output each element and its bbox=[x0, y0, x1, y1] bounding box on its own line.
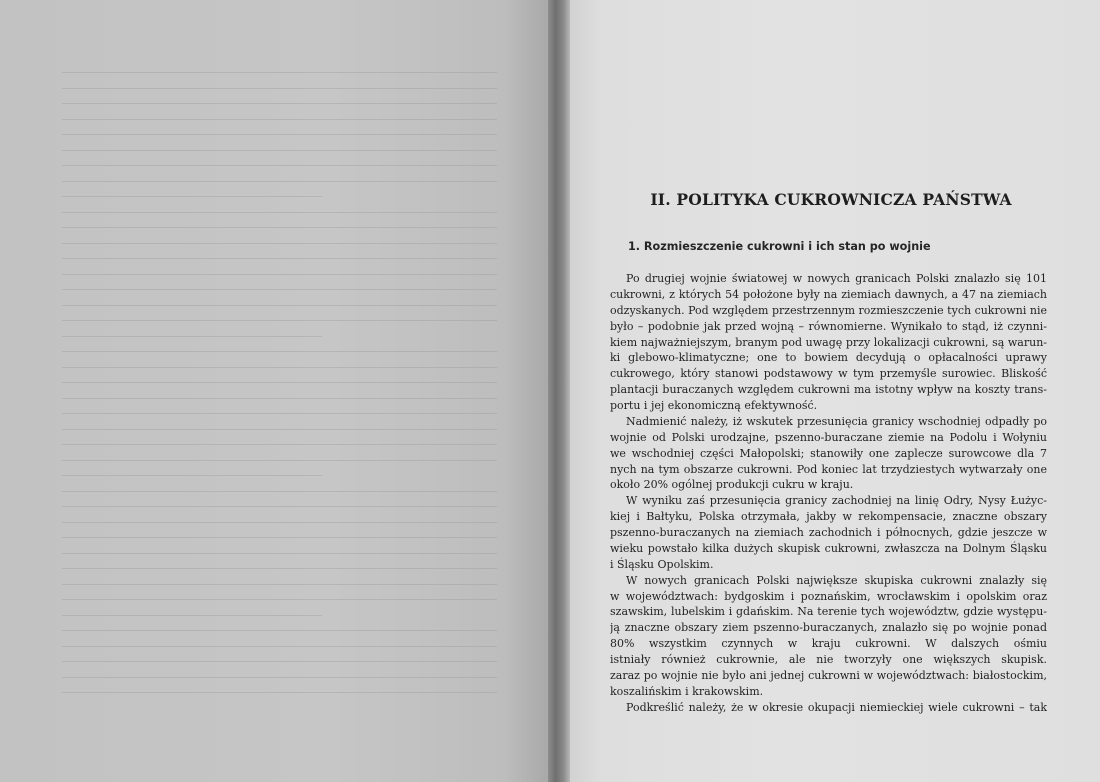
bleed-through-line bbox=[62, 506, 497, 507]
body-line: wojnie od Polski urodzajne, pszenno-buraczane ziemie na Podolu i Wołyniu bbox=[610, 430, 1047, 444]
body-line: w województwach: bydgoskim i poznańskim, wrocławskim i opolskim oraz bbox=[610, 589, 1047, 603]
body-line: portu i jej ekonomiczną efektywność. bbox=[610, 399, 818, 412]
bleed-through-line bbox=[62, 599, 497, 600]
bleed-through-line bbox=[62, 568, 497, 569]
bleed-through-line bbox=[62, 553, 497, 554]
bleed-through-line bbox=[62, 475, 322, 476]
body-line: odzyskanych. Pod względem przestrzennym rozmieszczenie tych cukrowni nie bbox=[610, 303, 1047, 317]
body-line: i Śląsku Opolskim. bbox=[610, 557, 714, 571]
body-line: zaraz po wojnie nie było ani jednej cukrowni w województwach: białostockim, bbox=[610, 668, 1047, 682]
bleed-through-line bbox=[62, 181, 497, 182]
bleed-through-line bbox=[62, 165, 497, 166]
body-line: plantacji buraczanych względem cukrowni ma istotny wpływ na koszty trans- bbox=[610, 383, 1047, 397]
body-line: Po drugiej wojnie światowej w nowych granicach Polski znalazło się 101 bbox=[626, 272, 1047, 285]
body-line: 80% wszystkim czynnych w kraju cukrowni. W dalszych ośmiu bbox=[610, 637, 1047, 651]
bleed-through-line bbox=[62, 88, 497, 89]
bleed-through-line bbox=[62, 382, 497, 383]
body-line: Podkreślić należy, że w okresie okupacji niemieckiej wiele cukrowni – tak bbox=[626, 700, 1047, 714]
body-text bbox=[610, 271, 1047, 716]
bleed-through-line bbox=[62, 274, 497, 275]
body-line: W nowych granicach Polski największe skupiska cukrowni znalazły się bbox=[626, 573, 1047, 587]
bleed-through-line bbox=[62, 460, 497, 461]
bleed-through-line bbox=[62, 336, 322, 337]
bleed-through-line bbox=[62, 615, 322, 616]
bleed-through-line bbox=[62, 212, 497, 213]
bleed-through-line bbox=[62, 243, 497, 244]
book-gutter bbox=[548, 0, 570, 782]
section-heading: 1. Rozmieszczenie cukrowni i ich stan po wojnie bbox=[628, 240, 931, 253]
bleed-through-line bbox=[62, 103, 497, 104]
bleed-through-line bbox=[62, 150, 497, 151]
left-page-faded bbox=[0, 0, 548, 782]
bleed-through-line bbox=[62, 646, 497, 647]
bleed-through-line bbox=[62, 196, 322, 197]
body-line: było – podobnie jak przed wojną – równomierne. Wynikało to stąd, iż czynni- bbox=[610, 319, 1047, 333]
bleed-through-line bbox=[62, 429, 497, 430]
bleed-through-line bbox=[62, 661, 497, 662]
bleed-through-line bbox=[62, 692, 497, 693]
body-line: kiem najważniejszym, branym pod uwagę przy lokalizacji cukrowni, są warun- bbox=[610, 335, 1047, 349]
body-line: koszalińskim i krakowskim. bbox=[610, 684, 764, 698]
body-line: szawskim, lubelskim i gdańskim. Na terenie tych województw, gdzie występu- bbox=[610, 605, 1047, 619]
body-line: ki glebowo-klimatyczne; one to bowiem decydują o opłacalności uprawy bbox=[610, 351, 1047, 365]
body-line: cukrowego, który stanowi podstawowy w tym przemyśle surowiec. Bliskość bbox=[610, 367, 1047, 381]
bleed-through-line bbox=[62, 305, 497, 306]
bleed-through-line bbox=[62, 119, 497, 120]
chapter-title: II. POLITYKA CUKROWNICZA PAŃSTWA bbox=[650, 190, 1012, 209]
body-line: kiej i Bałtyku, Polska otrzymała, jakby w rekompensacie, znaczne obszary bbox=[610, 510, 1047, 524]
bleed-through-line bbox=[62, 320, 497, 321]
body-line: ją znaczne obszary ziem pszenno-buraczanych, znalazło się po wojnie ponad bbox=[610, 621, 1047, 635]
bleed-through-line bbox=[62, 227, 497, 228]
body-line: pszenno-buraczanych na ziemiach zachodnich i północnych, gdzie jeszcze w bbox=[610, 526, 1047, 539]
bleed-through-line bbox=[62, 677, 497, 678]
bleed-through-line bbox=[62, 584, 497, 585]
bleed-through-line bbox=[62, 351, 497, 352]
body-line: Nadmienić należy, iż wskutek przesunięcia granicy wschodniej odpadły po bbox=[626, 414, 1047, 428]
body-line: we wschodniej części Małopolski; stanowiły one zaplecze surowcowe dla 7 bbox=[610, 446, 1047, 460]
bleed-through-line bbox=[62, 72, 497, 73]
bleed-through-line bbox=[62, 537, 497, 538]
bleed-through-line bbox=[62, 630, 497, 631]
bleed-through-line bbox=[62, 289, 497, 290]
body-line: nych na tym obszarze cukrowni. Pod koniec lat trzydziestych wytwarzały one bbox=[610, 462, 1047, 476]
bleed-through-line bbox=[62, 134, 497, 135]
body-line: około 20% ogólnej produkcji cukru w kraju. bbox=[610, 478, 854, 492]
bleed-through-line bbox=[62, 522, 497, 523]
body-line: istniały również cukrownie, ale nie tworzyły one większych skupisk. bbox=[610, 653, 1047, 666]
bleed-through-line bbox=[62, 398, 497, 399]
bleed-through-line bbox=[62, 413, 497, 414]
body-line: W wyniku zaś przesunięcia granicy zachodniej na linię Odry, Nysy Łużyc- bbox=[626, 494, 1047, 508]
bleed-through-line bbox=[62, 258, 497, 259]
body-line: wieku powstało kilka dużych skupisk cukrowni, zwłaszcza na Dolnym Śląsku bbox=[610, 541, 1047, 555]
bleed-through-line bbox=[62, 367, 497, 368]
body-line: cukrowni, z których 54 położone były na ziemiach dawnych, a 47 na ziemiach bbox=[610, 287, 1047, 301]
bleed-through-line bbox=[62, 491, 497, 492]
bleed-through-line bbox=[62, 444, 497, 445]
